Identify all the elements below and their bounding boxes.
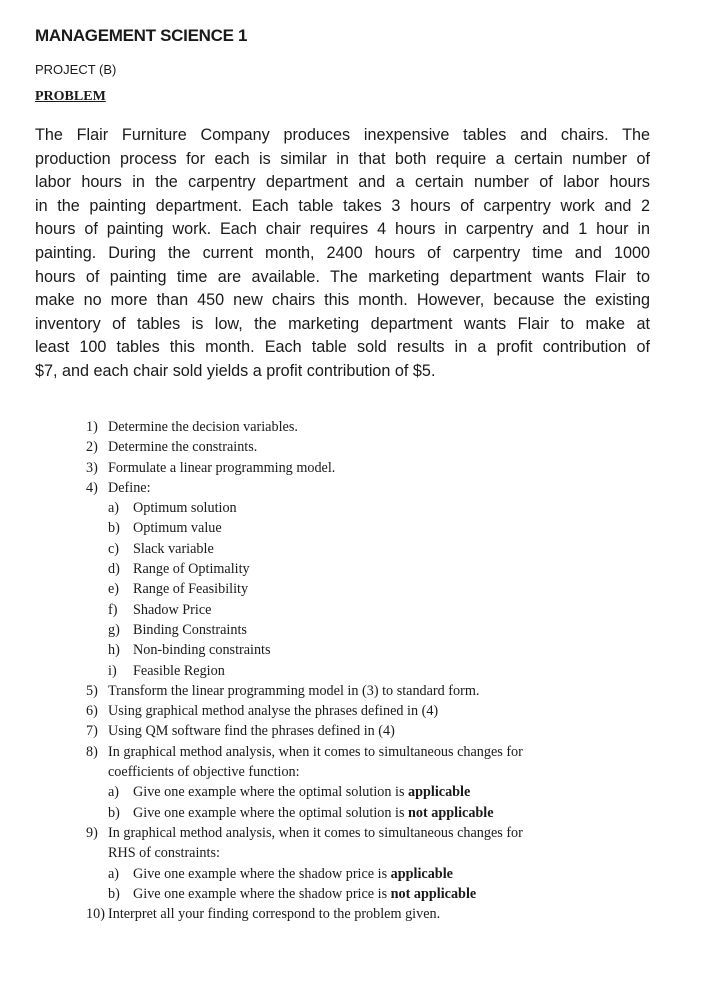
item-number: 8) [86, 743, 98, 760]
item-number: 1) [86, 419, 98, 435]
list-item [0, 458, 720, 478]
list-item [0, 620, 720, 640]
item-text [133, 539, 214, 559]
item-number: d) [108, 561, 120, 578]
item-text [108, 478, 151, 498]
item-text [133, 600, 211, 620]
item-number: b) [108, 804, 120, 821]
list-item [0, 559, 720, 579]
item-number: 3) [86, 459, 98, 476]
item-text [108, 904, 440, 924]
list-item [0, 539, 720, 559]
item-text [133, 782, 470, 802]
item-text-plain: Optimum value [133, 520, 222, 537]
item-text-plain: Using QM software find the phrases defined in (4) [108, 723, 395, 740]
project-label: PROJECT (B) [35, 62, 117, 77]
item-text-plain: Interpret all your finding correspond to the problem given. [108, 906, 441, 923]
item-text-plain: Give one example where the shadow price is [133, 865, 391, 882]
item-text [133, 518, 222, 538]
list-item [0, 823, 720, 843]
item-text-plain: Non-binding constraints [133, 642, 271, 659]
item-text [133, 864, 453, 884]
list-item [0, 762, 720, 782]
item-text-plain: Give one example where the optimal solution is [133, 804, 409, 821]
item-text-plain: Feasible Region [133, 662, 225, 679]
item-number: b) [108, 885, 120, 902]
item-text [108, 843, 220, 863]
list-item [0, 803, 720, 823]
item-text [133, 579, 248, 599]
item-text [133, 620, 247, 640]
item-text [108, 437, 257, 457]
item-text-plain: In graphical method analysis, when it comes to simultaneous changes for [108, 824, 523, 841]
item-text-bold: applicable [408, 784, 471, 801]
item-text-plain: Define: [108, 479, 151, 496]
paragraph-line: hours of painting time are available. The marketing department wants Flair to [35, 267, 650, 286]
item-text [133, 661, 225, 681]
paragraph-line: inventory of tables is low, the marketing department wants Flair to make at [35, 314, 650, 333]
paragraph-line: hours of painting work. Each chair requires 4 hours in carpentry and 1 hour in [35, 220, 650, 239]
list-item [0, 904, 720, 924]
item-number: b) [108, 520, 120, 537]
item-number: 4) [86, 479, 98, 496]
item-number: 10) [86, 906, 105, 923]
item-text-plain: Binding Constraints [133, 621, 247, 638]
list-item [0, 640, 720, 660]
item-number: a) [108, 784, 120, 801]
item-text-plain: Slack variable [133, 540, 214, 557]
list-item [0, 417, 720, 437]
item-text-plain: Give one example where the optimal solution is [133, 784, 409, 801]
list-item [0, 864, 720, 884]
item-text [108, 823, 523, 843]
item-number: i) [108, 662, 117, 679]
item-number: h) [108, 642, 120, 659]
list-item [0, 843, 720, 863]
list-item [0, 498, 720, 518]
paragraph-line: production process for each is similar in that both require a certain number of [35, 149, 650, 168]
list-item [0, 661, 720, 681]
item-number: f) [108, 601, 118, 618]
item-number: a) [108, 865, 120, 882]
item-text-plain: Determine the decision variables. [108, 419, 298, 435]
item-text-plain: Range of Feasibility [133, 581, 249, 598]
document-title: MANAGEMENT SCIENCE 1 [35, 26, 248, 45]
item-number: 6) [86, 703, 98, 720]
item-number: 9) [86, 824, 98, 841]
paragraph-line: $7, and each chair sold yields a profit contribution of $5. [35, 361, 436, 380]
paragraph-line: least 100 tables this month. Each table sold results in a profit contribution of [35, 338, 650, 357]
section-heading: PROBLEM [35, 89, 106, 104]
item-text-bold: not applicable [408, 804, 494, 821]
item-text-plain: Using graphical method analyse the phrases defined in (4) [108, 703, 439, 720]
item-number: 7) [86, 723, 98, 740]
item-text [108, 417, 298, 437]
item-text [108, 458, 335, 478]
item-number: 2) [86, 439, 98, 456]
list-item [0, 742, 720, 762]
item-text [133, 803, 494, 823]
paragraph-line: painting. During the current month, 2400 hours of carpentry time and 1000 [35, 243, 650, 262]
item-text-plain: coefficients of objective function: [108, 764, 300, 781]
item-text [108, 701, 438, 721]
question-list [0, 417, 720, 924]
item-number: g) [108, 621, 120, 638]
item-text-plain: Determine the constraints. [108, 439, 258, 456]
item-text-bold: applicable [390, 865, 453, 882]
item-text [133, 640, 271, 660]
paragraph-line: The Flair Furniture Company produces inexpensive tables and chairs. The [35, 126, 650, 144]
item-text [133, 884, 476, 904]
item-number: 5) [86, 682, 98, 699]
item-number: e) [108, 581, 120, 598]
item-text [133, 559, 250, 579]
list-item [0, 721, 720, 741]
item-text-plain: Transform the linear programming model in (3) to standard form. [108, 682, 480, 699]
list-item [0, 478, 720, 498]
item-text-plain: In graphical method analysis, when it comes to simultaneous changes for [108, 743, 523, 760]
item-text-plain: Formulate a linear programming model. [108, 459, 336, 476]
item-text [133, 498, 237, 518]
item-number: c) [108, 540, 120, 557]
list-item [0, 600, 720, 620]
paragraph-line: labor hours in the carpentry department and a certain number of labor hours [35, 173, 650, 192]
item-text-plain: Give one example where the shadow price is [133, 885, 391, 902]
list-item [0, 681, 720, 701]
problem-paragraph [35, 124, 650, 384]
list-item [0, 701, 720, 721]
item-text [108, 721, 395, 741]
item-text [108, 762, 300, 782]
item-number: a) [108, 500, 120, 517]
list-item [0, 437, 720, 457]
list-item [0, 782, 720, 802]
item-text-plain: Range of Optimality [133, 561, 250, 578]
list-item [0, 579, 720, 599]
item-text [108, 681, 479, 701]
item-text-plain: Shadow Price [133, 601, 212, 618]
item-text [108, 742, 523, 762]
list-item [0, 518, 720, 538]
paragraph-line: make no more than 450 new chairs this month. However, because the existing [35, 291, 650, 310]
item-text-bold: not applicable [390, 885, 477, 902]
paragraph-line: in the painting department. Each table takes 3 hours of carpentry work and 2 [35, 196, 650, 215]
item-text-plain: Optimum solution [133, 500, 237, 517]
list-item [0, 884, 720, 904]
item-text-plain: RHS of constraints: [108, 845, 220, 862]
